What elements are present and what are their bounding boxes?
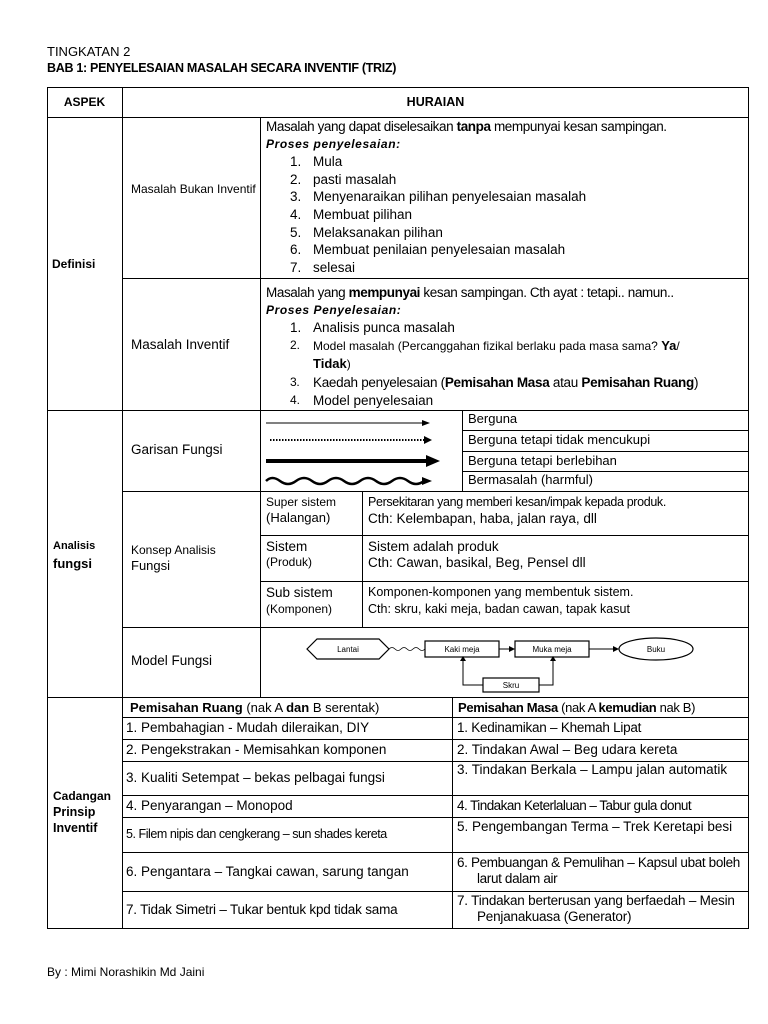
masa-principle-6: 6. Pembuangan & Pemulihan – Kapsul ubat boleh larut dalam air bbox=[457, 855, 740, 886]
aspect-analisis-fungsi: Analisis fungsi bbox=[53, 540, 96, 571]
author-footer: By : Mimi Norashikin Md Jaini bbox=[47, 965, 205, 979]
konsep-desc-sub-sistem: Komponen-komponen yang membentuk sistem. Cth: skru, kaki meja, badan cawan, tapak kasut bbox=[368, 585, 634, 616]
masa-principle-2: 2. Tindakan Awal – Beg udara kereta bbox=[457, 742, 678, 757]
legend-berguna: Berguna bbox=[468, 411, 518, 426]
line-harmful bbox=[266, 477, 432, 485]
svg-text:Lantai: Lantai bbox=[337, 645, 359, 654]
masa-principle-5: 5. Pengembangan Terma – Trek Keretapi besi bbox=[457, 819, 733, 834]
header-pemisahan-masa: Pemisahan Masa (nak A kemudian nak B) bbox=[458, 700, 696, 715]
ruang-principle-5: 5. Filem nipis dan cengkerang – sun shades kereta bbox=[126, 827, 387, 841]
level-heading: TINGKATAN 2 bbox=[47, 44, 131, 59]
inventif-steps: 1. Analisis punca masalah 2. Model masalah (Percanggahan fizikal berlaku pada masa sama? Ya/ Tidak) 3. Kaedah penyelesaian (Pemisahan Masa atau Pemisahan Ruang) 4. Model penyelesaian bbox=[290, 320, 699, 408]
legend-harmful: Bermasalah (harmful) bbox=[468, 472, 593, 487]
svg-text:Muka meja: Muka meja bbox=[532, 645, 572, 654]
proses-label: Proses penyelesaian: bbox=[266, 136, 401, 151]
bukan-inventif-steps: 1. Mula 2. pasti masalah 3. Menyenaraikan pilihan penyelesaian masalah 4. Membuat pilihan 5. Melaksanakan pilihan 6. Membuat penilaian penyelesaian masalah 7. selesai bbox=[290, 154, 587, 275]
konsep-desc-sistem: Sistem adalah produk Cth: Cawan, basikal, Beg, Pensel dll bbox=[368, 539, 586, 570]
garisan-fungsi-label: Garisan Fungsi bbox=[131, 442, 223, 457]
bukan-inventif-description: Masalah yang dapat diselesaikan tanpa mempunyai kesan sampingan. Proses penyelesaian: 1. Mula 2. pasti masalah 3. Menyenaraikan pilihan penyelesaian masalah 4. Membuat pilihan 5. Melaksanakan pilihan 6. Membuat penilaian penyelesaian masalah 7. selesai bbox=[266, 118, 748, 276]
header-pemisahan-ruang: Pemisahan Ruang (nak A dan B serentak) bbox=[130, 700, 380, 715]
line-berlebihan bbox=[266, 455, 440, 467]
ruang-principle-4: 4. Penyarangan – Monopod bbox=[126, 798, 293, 813]
chapter-heading: BAB 1: PENYELESAIAN MASALAH SECARA INVENTIF (TRIZ) bbox=[47, 61, 397, 75]
konsep-row-sistem: Sistem (Produk) bbox=[266, 539, 313, 569]
line-tidak-mencukupi bbox=[270, 436, 432, 444]
column-header-huraian: HURAIAN bbox=[406, 95, 465, 109]
ruang-principle-6: 6. Pengantara – Tangkai cawan, sarung tangan bbox=[126, 864, 409, 879]
masalah-inventif-label: Masalah Inventif bbox=[131, 337, 230, 352]
masa-principle-1: 1. Kedinamikan – Khemah Lipat bbox=[457, 720, 642, 735]
aspect-definisi: Definisi bbox=[52, 257, 96, 271]
ruang-principle-1: 1. Pembahagian - Mudah dileraikan, DIY bbox=[126, 720, 370, 735]
svg-text:Skru: Skru bbox=[502, 681, 520, 690]
konsep-desc-super-sistem: Persekitaran yang memberi kesan/impak kepada produk. Cth: Kelembapan, haba, jalan raya, dll bbox=[368, 495, 666, 526]
aspect-cadangan-prinsip-inventif: Cadangan Prinsip Inventif bbox=[53, 789, 112, 835]
konsep-analisis-label: Konsep Analisis Fungsi bbox=[131, 543, 216, 573]
svg-text:Kaki meja: Kaki meja bbox=[444, 645, 480, 654]
konsep-row-super-sistem: Super sistem (Halangan) bbox=[266, 495, 337, 525]
masa-principle-3: 3. Tindakan Berkala – Lampu jalan automatik bbox=[457, 762, 728, 777]
inventif-description: Masalah yang mempunyai kesan sampingan. Cth ayat : tetapi.. namun.. Proses Penyelesaian: 1. Analisis punca masalah 2. Model masalah (Percanggahan fizikal berlaku pada masa sama? Ya/ Tidak) 3. Kaedah penyelesaian (Pemisahan Masa atau Pemisahan Ruang) 4. Model penyelesaian bbox=[266, 284, 748, 409]
ruang-principle-7: 7. Tidak Simetri – Tukar bentuk kpd tidak sama bbox=[126, 902, 398, 917]
masa-principle-4: 4. Tindakan Keterlaluan – Tabur gula donut bbox=[457, 798, 692, 813]
line-berguna bbox=[266, 420, 430, 426]
function-model-diagram bbox=[261, 628, 748, 696]
legend-tidak-mencukupi: Berguna tetapi tidak mencukupi bbox=[468, 432, 651, 447]
masa-principle-7: 7. Tindakan berterusan yang berfaedah – Mesin Penjanakuasa (Generator) bbox=[457, 893, 735, 924]
function-line-legend bbox=[262, 411, 460, 491]
column-header-aspek: ASPEK bbox=[63, 95, 106, 109]
svg-text:Buku: Buku bbox=[646, 645, 666, 654]
ruang-principle-2: 2. Pengekstrakan - Memisahkan komponen bbox=[126, 742, 387, 757]
masalah-bukan-inventif-label: Masalah Bukan Inventif bbox=[131, 182, 256, 196]
model-fungsi-label: Model Fungsi bbox=[131, 653, 213, 668]
ruang-principle-3: 3. Kualiti Setempat – bekas pelbagai fungsi bbox=[126, 770, 385, 785]
legend-berlebihan: Berguna tetapi berlebihan bbox=[468, 453, 617, 468]
konsep-row-sub-sistem: Sub sistem (Komponen) bbox=[266, 585, 333, 616]
